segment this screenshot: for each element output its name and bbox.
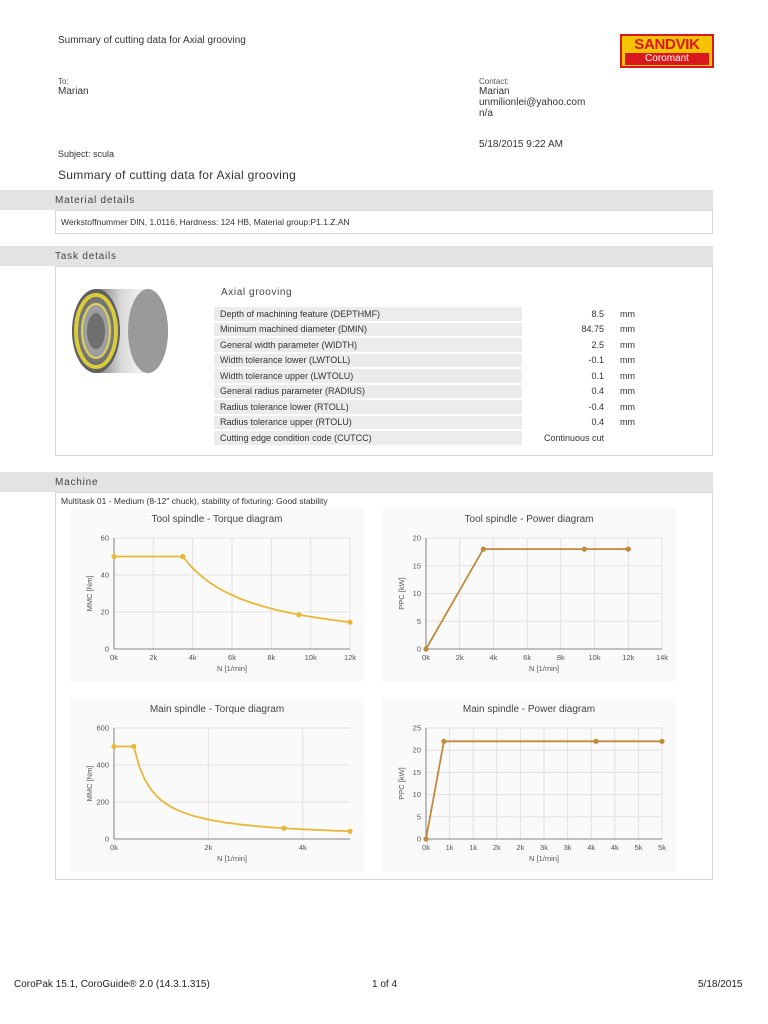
param-row — [214, 400, 666, 414]
param-unit — [610, 431, 666, 445]
part-image — [68, 283, 173, 383]
y-tick-label: 60 — [100, 533, 109, 543]
data-point — [582, 547, 587, 552]
main-spindle-power-chart — [382, 698, 676, 872]
param-unit: mm — [620, 417, 635, 428]
document-date: 5/18/2015 9:22 AM — [479, 139, 563, 150]
tool-spindle-power-chart — [382, 508, 676, 682]
to-name: Marian — [58, 86, 89, 97]
contact-label: Contact: — [479, 77, 509, 86]
subject-value: scula — [93, 149, 115, 159]
x-tick-label: 10k — [304, 653, 317, 662]
tool-spindle-torque-chart — [70, 508, 364, 682]
to-label: To: — [58, 77, 69, 86]
data-point — [423, 646, 428, 651]
x-axis-label: N [1/min] — [528, 664, 560, 673]
y-tick-label: 600 — [96, 723, 109, 733]
y-tick-label: 400 — [96, 760, 109, 770]
param-label: Minimum machined diameter (DMIN) — [214, 323, 522, 337]
x-tick-label: 4k — [298, 843, 307, 852]
param-value: Continuous cut — [543, 432, 604, 443]
x-tick-label: 0k — [422, 653, 430, 662]
param-row — [214, 385, 666, 399]
y-tick-label: 0 — [416, 644, 421, 654]
y-tick-label: 5 — [416, 812, 421, 822]
contact-name: Marian — [479, 86, 510, 97]
x-tick-label: 10k — [588, 653, 601, 662]
main-title: Summary of cutting data for Axial grooving — [58, 168, 297, 182]
y-tick-label: 40 — [100, 570, 109, 580]
data-point — [111, 744, 116, 749]
data-point — [626, 547, 631, 552]
logo-line1: SANDVIK — [634, 36, 700, 53]
main-spindle-torque-chart — [70, 698, 364, 872]
y-tick-label: 25 — [412, 723, 421, 733]
y-tick-label: 20 — [412, 533, 421, 543]
material-heading: Material details — [55, 195, 136, 206]
param-row — [214, 354, 666, 368]
footer-page: 1 of 4 — [372, 979, 398, 990]
param-unit: mm — [620, 386, 635, 397]
param-row — [214, 323, 666, 337]
y-axis-label: PPC [kW] — [397, 577, 406, 610]
x-tick-label: 8k — [556, 653, 565, 662]
param-value: -0.4 — [588, 401, 604, 412]
x-tick-label: 3k — [540, 843, 548, 852]
y-tick-label: 200 — [96, 797, 109, 807]
param-unit: mm — [620, 324, 635, 335]
param-unit: mm — [620, 355, 635, 366]
x-tick-label: 2k — [204, 843, 213, 852]
y-tick-label: 0 — [104, 834, 109, 844]
subject-label: Subject: — [58, 149, 91, 159]
x-tick-label: 5k — [658, 843, 666, 852]
x-tick-label: 4k — [188, 653, 197, 662]
y-tick-label: 0 — [416, 834, 421, 844]
x-tick-label: 3k — [563, 843, 572, 852]
y-tick-label: 20 — [412, 745, 421, 755]
task-params-table — [214, 305, 666, 447]
x-tick-label: 12k — [343, 653, 357, 662]
logo-line2: Coromant — [625, 53, 709, 65]
data-point — [111, 554, 116, 559]
x-tick-label: 2k — [149, 653, 158, 662]
y-tick-label: 10 — [412, 589, 421, 598]
x-tick-label: 2k — [455, 653, 464, 662]
data-point — [481, 547, 486, 552]
param-label: Radius tolerance upper (RTOLU) — [214, 416, 522, 430]
contact-extra: n/a — [479, 108, 493, 119]
y-axis-label: MMC [Nm] — [85, 575, 94, 612]
x-tick-label: 2k — [492, 843, 501, 852]
param-label: Radius tolerance lower (RTOLL) — [214, 400, 522, 414]
param-value: 8.5 — [591, 308, 604, 319]
chart-title: Tool spindle - Torque diagram — [151, 514, 283, 525]
machine-text: Multitask 01 - Medium (8-12" chuck), stability of fixturing: Good stability — [61, 496, 328, 506]
data-point — [593, 739, 598, 744]
param-label: Width tolerance lower (LWTOLL) — [214, 354, 522, 368]
data-point — [347, 829, 352, 834]
x-axis-label: N [1/min] — [528, 854, 560, 863]
data-point — [180, 554, 185, 559]
x-tick-label: 8k — [267, 653, 276, 662]
param-label: Width tolerance upper (LWTOLU) — [214, 369, 522, 383]
param-label: General radius parameter (RADIUS) — [214, 385, 522, 399]
footer-date: 5/18/2015 — [698, 979, 743, 990]
y-tick-label: 0 — [104, 644, 109, 654]
task-box — [55, 266, 713, 456]
x-tick-label: 0k — [110, 653, 118, 662]
subject-line — [58, 149, 114, 159]
chart-title: Tool spindle - Power diagram — [464, 514, 594, 525]
machine-heading: Machine — [55, 477, 99, 488]
param-value: 0.4 — [591, 386, 604, 397]
data-point — [441, 739, 446, 744]
param-unit: mm — [620, 339, 635, 350]
y-axis-label: MMC [Nm] — [85, 765, 94, 802]
param-unit: mm — [620, 308, 635, 319]
x-tick-label: 12k — [622, 653, 635, 662]
x-tick-label: 1k — [445, 843, 454, 852]
x-axis-label: N [1/min] — [216, 664, 248, 673]
data-point — [423, 836, 428, 841]
y-tick-label: 10 — [412, 790, 421, 800]
document-header-title: Summary of cutting data for Axial grooving — [58, 35, 246, 46]
data-point — [281, 826, 286, 831]
x-tick-label: 1k — [469, 843, 478, 852]
y-tick-label: 5 — [416, 616, 421, 626]
chart-title: Main spindle - Torque diagram — [149, 704, 285, 715]
x-tick-label: 2k — [516, 843, 525, 852]
task-section-header — [0, 246, 713, 266]
y-tick-label: 15 — [412, 561, 421, 571]
task-heading: Task details — [55, 251, 117, 262]
chart-title: Main spindle - Power diagram — [462, 704, 596, 715]
param-unit: mm — [620, 370, 635, 381]
material-text: Werkstoffnummer DIN, 1.0116, Hardness: 124 HB, Material group:P1.1.Z.AN — [61, 217, 350, 227]
x-tick-label: 4k — [489, 653, 498, 662]
data-point — [131, 744, 136, 749]
x-tick-label: 4k — [610, 843, 619, 852]
param-label: Cutting edge condition code (CUTCC) — [214, 431, 522, 445]
x-tick-label: 0k — [422, 843, 430, 852]
param-label: General width parameter (WIDTH) — [214, 338, 522, 352]
data-point — [659, 739, 664, 744]
x-tick-label: 14k — [655, 653, 669, 662]
machine-section-header — [0, 472, 713, 492]
material-section-header — [0, 190, 713, 210]
param-row — [214, 416, 666, 430]
param-value: 0.4 — [591, 417, 604, 428]
param-unit: mm — [620, 401, 635, 412]
sandvik-coromant-logo — [620, 34, 714, 68]
y-axis-label: PPC [kW] — [397, 767, 406, 800]
x-tick-label: 6k — [523, 653, 532, 662]
x-tick-label: 6k — [228, 653, 236, 662]
footer-left: CoroPak 15.1, CoroGuide® 2.0 (14.3.1.315) — [14, 979, 210, 990]
data-point — [296, 612, 301, 617]
param-row — [214, 369, 666, 383]
x-tick-label: 4k — [587, 843, 596, 852]
task-title: Axial grooving — [221, 287, 293, 298]
param-label: Depth of machining feature (DEPTHMF) — [214, 307, 522, 321]
y-tick-label: 20 — [100, 607, 109, 617]
param-row — [214, 307, 666, 321]
param-row — [214, 431, 666, 445]
x-axis-label: N [1/min] — [216, 854, 248, 863]
param-value: 0.1 — [591, 370, 604, 381]
param-value: 2.5 — [591, 339, 604, 350]
param-value: 84.75 — [581, 324, 604, 335]
x-tick-label: 0k — [110, 843, 118, 852]
material-box — [55, 210, 713, 234]
data-point — [347, 620, 352, 625]
x-tick-label: 5k — [634, 843, 643, 852]
contact-email: unmilionlei@yahoo.com — [479, 97, 586, 108]
y-tick-label: 15 — [412, 767, 421, 777]
param-value: -0.1 — [588, 355, 604, 366]
param-row — [214, 338, 666, 352]
